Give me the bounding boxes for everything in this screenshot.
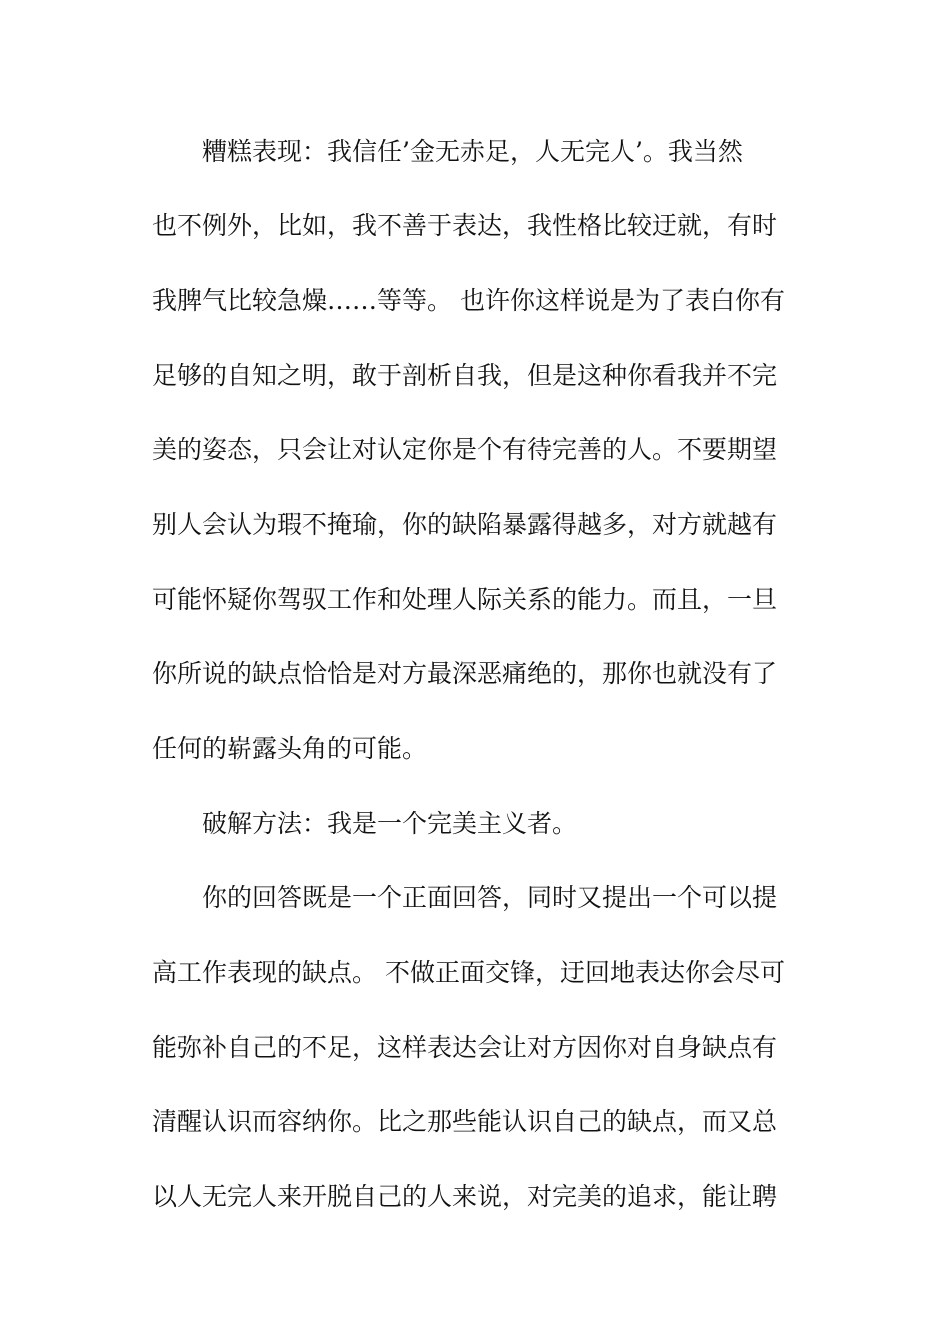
paragraph-3-line-1: 你的回答既是一个正面回答，同时又提出一个可以提 xyxy=(202,883,778,912)
paragraph-1-line-6: 别人会认为瑕不掩瑜，你的缺陷暴露得越多，对方就越有 xyxy=(152,510,778,539)
paragraph-1-line-8: 你所说的缺点恰恰是对方最深恶痛绝的，那你也就没有了 xyxy=(152,659,778,688)
paragraph-1-line-3: 我脾气比较急燥……等等。 也许你这样说是为了表白你有 xyxy=(152,286,785,315)
paragraph-1-line-2: 也不例外，比如，我不善于表达，我性格比较迂就，有时 xyxy=(152,211,778,240)
paragraph-1-line-4: 足够的自知之明，敢于剖析自我，但是这种你看我并不完 xyxy=(152,361,778,390)
paragraph-1-line-1: 糟糕表现：我信任’金无赤足，人无完人’。我当然 xyxy=(202,137,743,166)
paragraph-1-line-9: 任何的崭露头角的可能。 xyxy=(152,734,428,763)
paragraph-1-line-7: 可能怀疑你驾驭工作和处理人际关系的能力。而且，一旦 xyxy=(152,585,778,614)
paragraph-3-line-4: 清醒认识而容纳你。比之那些能认识自己的缺点，而又总 xyxy=(152,1107,778,1136)
paragraph-3-line-2: 高工作表现的缺点。 不做正面交锋，迂回地表达你会尽可 xyxy=(152,958,785,987)
paragraph-2-line-1: 破解方法：我是一个完美主义者。 xyxy=(202,809,578,838)
paragraph-1-line-5: 美的姿态，只会让对认定你是个有待完善的人。不要期望 xyxy=(152,435,778,464)
paragraph-3-line-5: 以人无完人来开脱自己的人来说，对完美的追求，能让聘 xyxy=(152,1182,778,1211)
paragraph-3-line-3: 能弥补自己的不足，这样表达会让对方因你对自身缺点有 xyxy=(152,1033,778,1062)
